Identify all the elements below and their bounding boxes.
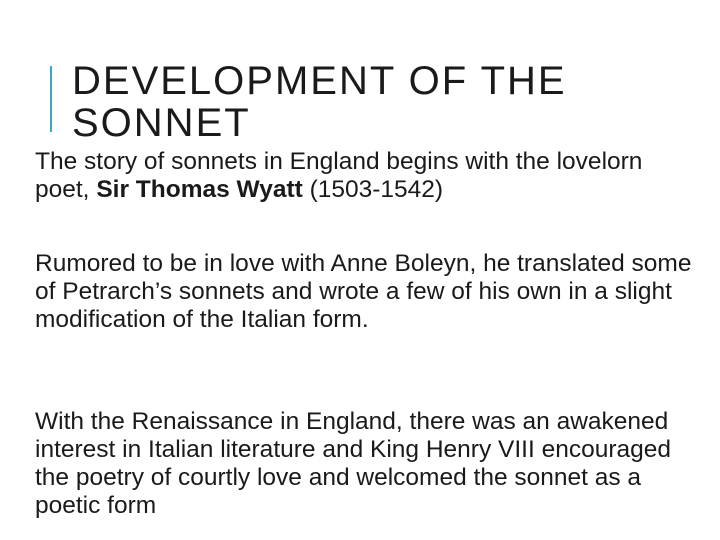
p1-bold-name: Sir Thomas Wyatt [96,176,303,203]
title-accent-bar [50,66,52,132]
paragraph-boleyn: Rumored to be in love with Anne Boleyn, he translated some of Petrarch’s sonnets and wrote a few of his own in a slight modification of the Italian form. [35,250,692,333]
title-line-1: DEVELOPMENT OF THE [72,59,567,103]
slide-title [72,60,692,144]
p1-text-before: The story of sonnets in England begins with the lovelorn poet, [35,148,643,203]
paragraph-wyatt-intro [35,148,700,204]
paragraph-renaissance: With the Renaissance in England, there was an awakened interest in Italian literature and King Henry VIII encouraged the poetry of courtly love and welcomed the sonnet as a poetic form [35,408,672,519]
title-line-2: SONNET [72,101,251,145]
p1-text-after: (1503-1542) [302,176,444,203]
